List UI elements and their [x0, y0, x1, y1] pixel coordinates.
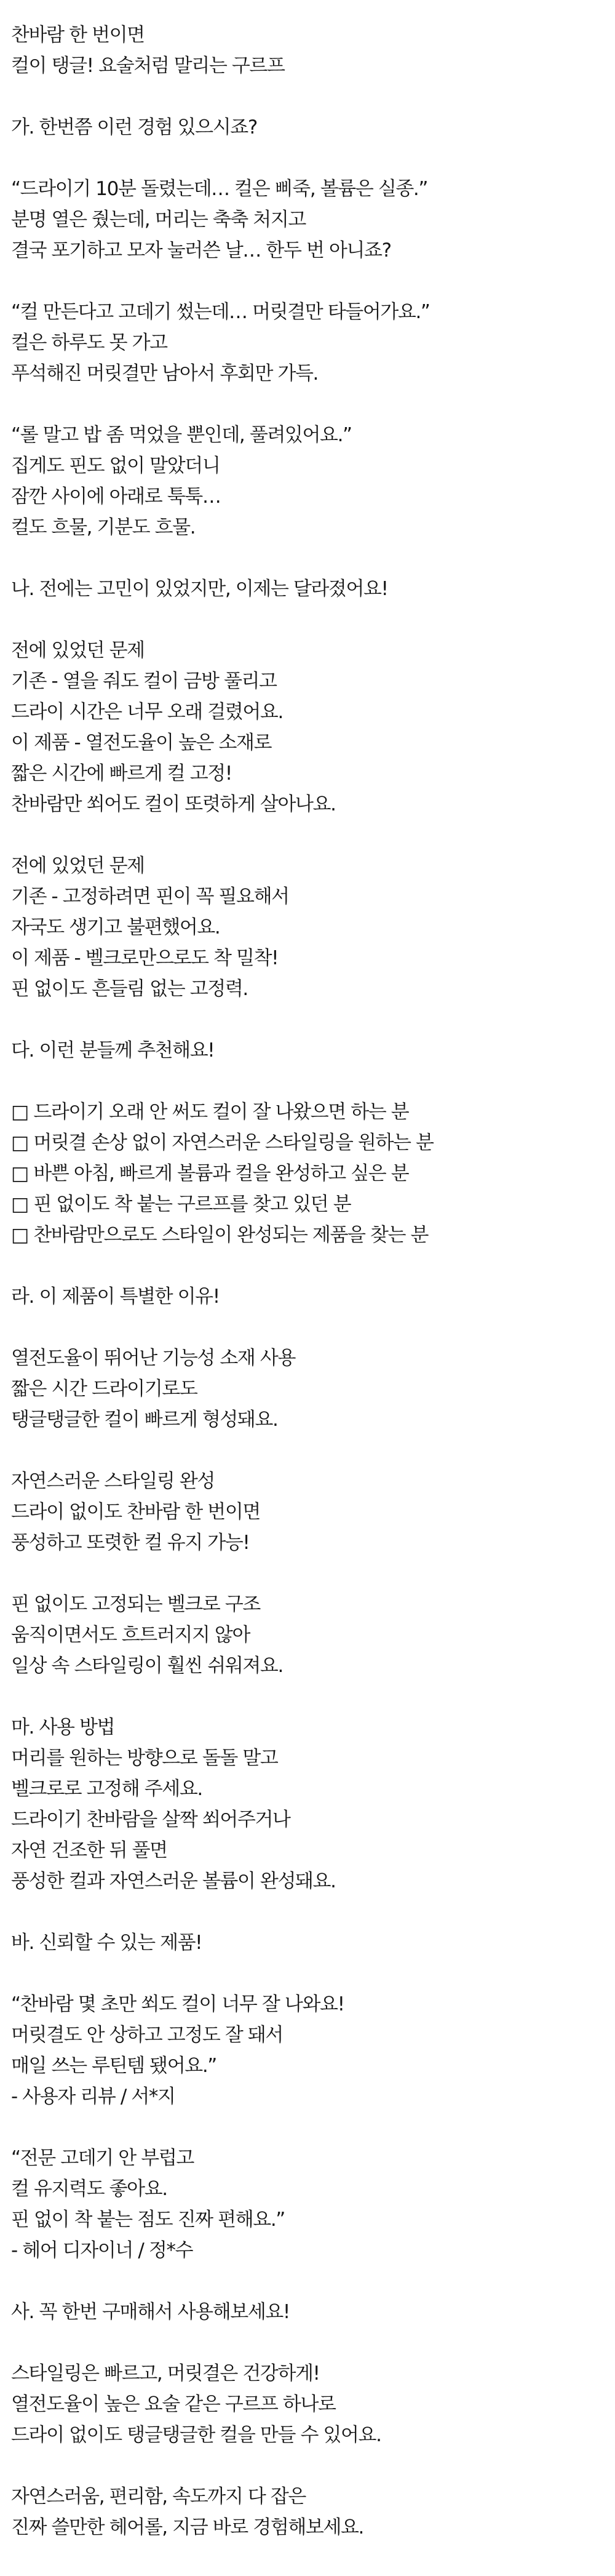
blank-line — [11, 2327, 615, 2358]
text-line: 드라이 없이도 찬바람 한 번이면 — [11, 1501, 260, 1523]
text-line: “찬바람 몇 초만 쐬도 컬이 너무 잘 나와요! — [11, 1993, 344, 2015]
text-line: 기존 - 고정하려면 핀이 꼭 필요해서 — [11, 886, 289, 908]
blank-line — [11, 1066, 615, 1097]
text-line: 핀 없이 착 붙는 점도 진짜 편해요.” — [11, 2209, 285, 2231]
text-line: 컬은 하루도 못 가고 — [11, 332, 167, 354]
text-line: 이 제품 - 벨크로만으로도 착 밀착! — [11, 947, 279, 969]
blank-line — [11, 1958, 615, 1989]
text-line: 결국 포기하고 모자 눌러쓴 날… 한두 번 아니죠? — [11, 239, 391, 262]
text-line: 라. 이 제품이 특별한 이유! — [11, 1286, 220, 1308]
blank-line — [11, 389, 615, 420]
text-line: 핀 없이도 흔들림 없는 고정력. — [11, 978, 248, 1000]
text-line: □ 바쁜 아침, 빠르게 볼륨과 컬을 완성하고 싶은 분 — [11, 1162, 409, 1185]
text-line: 드라이기 찬바람을 살짝 쐬어주거나 — [11, 1809, 290, 1831]
text-line: 컬도 흐물, 기분도 흐물. — [11, 516, 196, 538]
text-line: 열전도율이 높은 요술 같은 구르프 하나로 — [11, 2393, 336, 2415]
text-line: 잠깐 사이에 아래로 툭툭… — [11, 486, 221, 508]
text-line: 벨크로로 고정해 주세요. — [11, 1778, 202, 1800]
text-line: 다. 이런 분들께 추천해요! — [11, 1039, 215, 1062]
blank-line — [11, 820, 615, 850]
text-line: 푸석해진 머릿결만 남아서 후회만 가득. — [11, 362, 319, 385]
text-line: 전에 있었던 문제 — [11, 639, 145, 662]
text-line: 자연 건조한 뒤 풀면 — [11, 1839, 167, 1862]
text-line: 집게도 핀도 없이 말았더니 — [11, 455, 220, 477]
text-line: 매일 쓰는 루틴템 됐어요.” — [11, 2055, 216, 2077]
text-line: 열전도율이 뛰어난 기능성 소재 사용 — [11, 1347, 296, 1369]
text-line: 분명 열은 줬는데, 머리는 축축 처지고 — [11, 209, 306, 231]
text-line: 전에 있었던 문제 — [11, 855, 145, 877]
text-line: “롤 말고 밥 좀 먹었을 뿐인데, 풀려있어요.” — [11, 424, 352, 446]
text-line: 스타일링은 빠르고, 머릿결은 건강하게! — [11, 2362, 320, 2385]
text-line: 머릿결도 안 상하고 고정도 잘 돼서 — [11, 2024, 283, 2046]
text-line: 찬바람만 쐬어도 컬이 또렷하게 살아나요. — [11, 793, 336, 815]
text-line: □ 드라이기 오래 안 써도 컬이 잘 나왔으면 하는 분 — [11, 1101, 409, 1123]
blank-line — [11, 2266, 615, 2297]
blank-line — [11, 266, 615, 297]
text-line: 나. 전에는 고민이 있었지만, 이제는 달라졌어요! — [11, 578, 388, 600]
text-line: 자연스러움, 편리함, 속도까지 다 잡은 — [11, 2486, 306, 2508]
blank-line — [11, 2112, 615, 2143]
text-line: 진짜 쓸만한 헤어롤, 지금 바로 경험해보세요. — [11, 2516, 364, 2538]
text-line: 사. 꼭 한번 구매해서 사용해보세요! — [11, 2301, 290, 2323]
blank-line — [11, 1004, 615, 1035]
blank-line — [11, 2450, 615, 2481]
text-line: 풍성한 컬과 자연스러운 볼륨이 완성돼요. — [11, 1870, 336, 1892]
text-line: “드라이기 10분 돌렸는데… 컬은 삐죽, 볼륨은 실종.” — [11, 178, 428, 200]
text-line: 이 제품 - 열전도율이 높은 소재로 — [11, 732, 272, 754]
text-line: 핀 없이도 고정되는 벨크로 구조 — [11, 1593, 260, 1615]
text-line: 컬 유지력도 좋아요. — [11, 2178, 167, 2200]
text-line: 바. 신뢰할 수 있는 제품! — [11, 1932, 202, 1954]
text-line: 자연스러운 스타일링 완성 — [11, 1470, 215, 1492]
text-line: 자국도 생기고 불편했어요. — [11, 916, 220, 938]
text-line: 짧은 시간 드라이기로도 — [11, 1378, 197, 1400]
blank-line — [11, 1250, 615, 1281]
text-line: □ 머릿결 손상 없이 자연스러운 스타일링을 원하는 분 — [11, 1132, 434, 1154]
text-line: 일상 속 스타일링이 훨씬 쉬워져요. — [11, 1655, 283, 1677]
blank-line — [11, 1681, 615, 1712]
blank-line — [11, 1435, 615, 1466]
blank-line — [11, 604, 615, 635]
text-line: 드라이 시간은 너무 오래 걸렸어요. — [11, 701, 283, 723]
text-line: 기존 - 열을 줘도 컬이 금방 풀리고 — [11, 670, 277, 692]
text-line: 짧은 시간에 빠르게 컬 고정! — [11, 762, 232, 785]
text-line: “전문 고데기 안 부럽고 — [11, 2147, 194, 2169]
text-line: 마. 사용 방법 — [11, 1716, 115, 1738]
blank-line — [11, 1312, 615, 1343]
text-line: □ 핀 없이도 착 붙는 구르프를 찾고 있던 분 — [11, 1193, 351, 1215]
text-line: 드라이 없이도 탱글탱글한 컬을 만들 수 있어요. — [11, 2424, 381, 2446]
blank-line — [11, 1558, 615, 1589]
blank-line — [11, 543, 615, 574]
blank-line — [11, 1897, 615, 1927]
text-line: - 사용자 리뷰 / 서*지 — [11, 2086, 175, 2108]
blank-line — [11, 143, 615, 174]
text-line: 탱글탱글한 컬이 빠르게 형성돼요. — [11, 1409, 278, 1431]
blank-line — [11, 81, 615, 112]
text-line: 가. 한번쯤 이런 경험 있으시죠? — [11, 116, 257, 138]
text-line: 컬이 탱글! 요술처럼 말리는 구르프 — [11, 55, 285, 77]
text-line: “컬 만든다고 고데기 썼는데… 머릿결만 타들어가요.” — [11, 301, 430, 323]
text-line: 찬바람 한 번이면 — [11, 24, 145, 46]
text-line: □ 찬바람만으로도 스타일이 완성되는 제품을 찾는 분 — [11, 1224, 429, 1246]
text-line: 움직이면서도 흐트러지지 않아 — [11, 1624, 250, 1646]
text-line: 머리를 원하는 방향으로 돌돌 말고 — [11, 1747, 278, 1769]
text-line: - 헤어 디자이너 / 정*수 — [11, 2239, 193, 2262]
text-line: 풍성하고 또렷한 컬 유지 가능! — [11, 1532, 250, 1554]
